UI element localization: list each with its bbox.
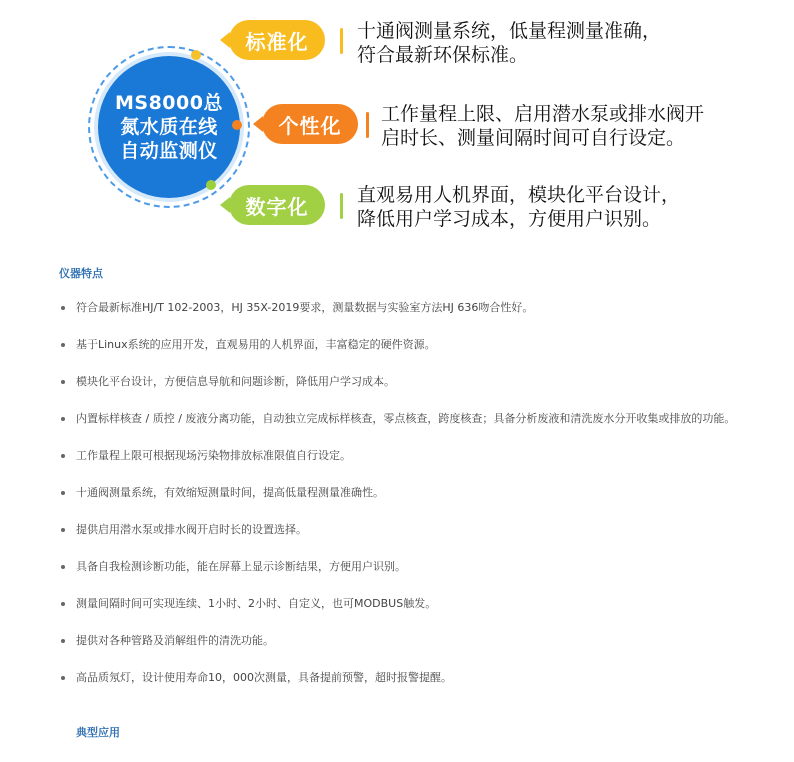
list-item: 十通阀测量系统，有效缩短测量时间，提高低量程测量准确性。 xyxy=(61,485,746,501)
tag-digitalization: 数字化 xyxy=(229,185,325,225)
list-item: 提供启用潜水泵或排水阀开启时长的设置选择。 xyxy=(61,522,746,538)
description-line: 启时长、测量间隔时间可自行设定。 xyxy=(381,127,686,149)
digitalization-description xyxy=(357,183,680,231)
orange-dot xyxy=(232,120,242,130)
tag-standardization: 标准化 xyxy=(229,20,325,60)
list-item: 测量间隔时间可实现连续、1小时、2小时、自定义，也可MODBUS触发。 xyxy=(61,596,746,612)
description-line: 十通阀测量系统，低量程测量准确， xyxy=(357,20,662,42)
list-item: 高品质氖灯，设计使用寿命10，000次测量，具备提前预警，超时报警提醒。 xyxy=(61,670,746,686)
description-line: 符合最新环保标准。 xyxy=(357,44,529,66)
list-item: 具备自我检测诊断功能，能在屏幕上显示诊断结果，方便用户识别。 xyxy=(61,559,746,575)
product-name-circle xyxy=(98,56,240,198)
personalization-description xyxy=(381,102,704,150)
yellow-dot xyxy=(191,50,201,60)
standardization-description xyxy=(357,19,661,67)
list-item: 内置标样核查 / 质控 / 废液分离功能，自动独立完成标样核查，零点核查，跨度核查；具备分析废液和清洗废水分开收集或排放的功能。 xyxy=(61,411,746,427)
orange-divider xyxy=(366,112,369,138)
description-line: 降低用户学习成本，方便用户识别。 xyxy=(357,208,662,230)
product-name-line-3: 自动监测仪 xyxy=(120,140,218,162)
yellow-divider xyxy=(340,28,343,54)
product-name-line-2: 氮水质在线 xyxy=(120,116,218,138)
green-dot xyxy=(206,180,216,190)
description-line: 直观易用人机界面，模块化平台设计， xyxy=(357,184,681,206)
list-item: 工作量程上限可根据现场污染物排放标准限值自行设定。 xyxy=(61,448,746,464)
features-heading: 仪器特点 xyxy=(59,267,103,280)
description-line: 工作量程上限、启用潜水泵或排水阀开 xyxy=(381,103,705,125)
product-banner xyxy=(0,0,794,250)
product-name-line-1: MS8000总 xyxy=(115,92,223,114)
list-item: 模块化平台设计，方便信息导航和问题诊断，降低用户学习成本。 xyxy=(61,374,746,390)
list-item: 符合最新标准HJ/T 102-2003，HJ 35X-2019要求，测量数据与实验室方法HJ 636吻合性好。 xyxy=(61,300,746,316)
green-divider xyxy=(340,193,343,219)
tag-personalization: 个性化 xyxy=(262,104,358,144)
features-list xyxy=(61,300,751,707)
list-item: 基于Linux系统的应用开发，直观易用的人机界面，丰富稳定的硬件资源。 xyxy=(61,337,746,353)
applications-heading: 典型应用 xyxy=(76,726,120,739)
list-item: 提供对各种管路及消解组件的清洗功能。 xyxy=(61,633,746,649)
